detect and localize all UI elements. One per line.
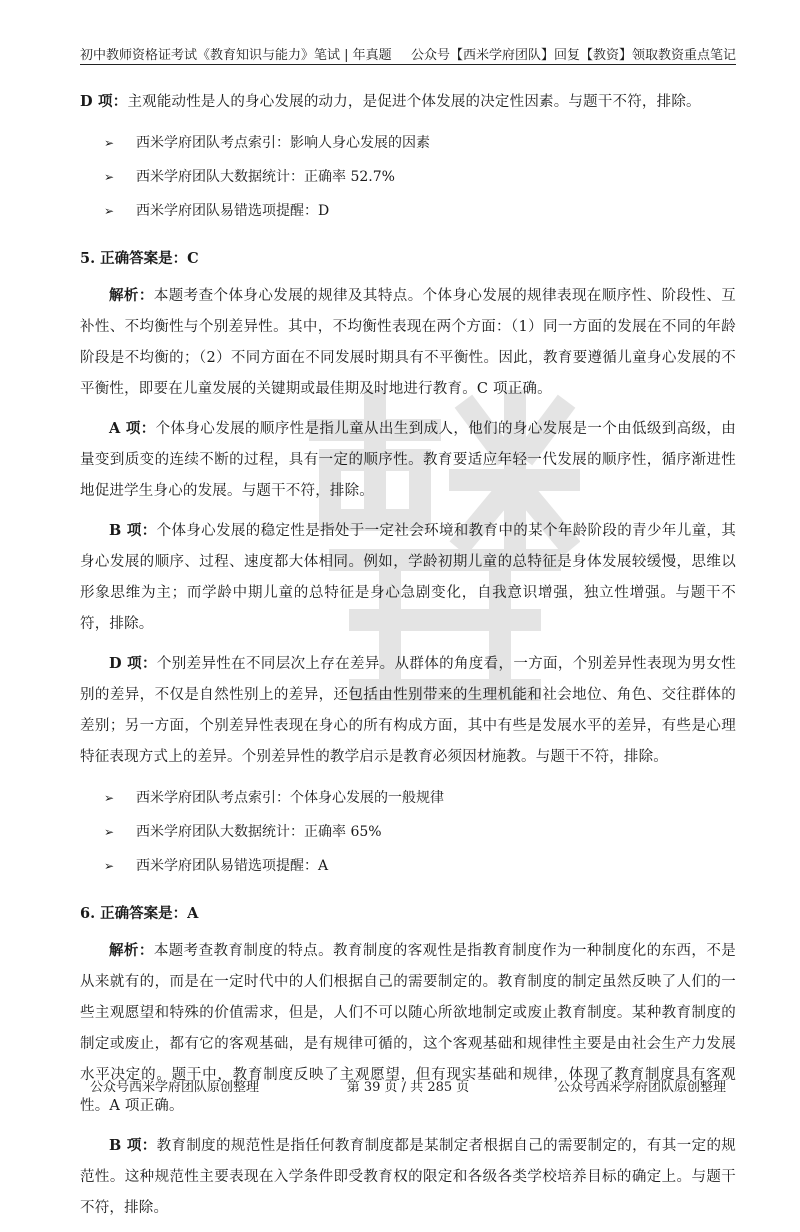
page-footer xyxy=(80,1076,736,1100)
q5-option-a xyxy=(80,413,736,507)
q6-option-b-label: B 项： xyxy=(109,1137,157,1154)
q5-option-a-text: 个体身心发展的顺序性是指儿童从出生到成人，他们的身心发展是一个由低级到高级，由量变到质变的连续不断的过程，具有一定的顺序性。教育要适应年轻一代发展的顺序性，循序渐进性地促进学生身心的发展。与题干不符，排除。 xyxy=(80,421,736,499)
header-right: 公众号【西米学府团队】回复【教资】领取教资重点笔记 xyxy=(410,48,736,63)
footer-right: 公众号西米学府团队原创整理 xyxy=(556,1080,726,1095)
list-item: ➢ 西米学府团队易错选项提醒：D xyxy=(80,194,736,228)
q6-answer: 6. 正确答案是：A xyxy=(80,905,199,922)
q5-option-b-text: 个体身心发展的稳定性是指处于一定社会环境和教育中的某个年龄阶段的青少年儿童，其身心发展的顺序、过程、速度都大体相同。例如，学龄初期儿童的总特征是身体发展较缓慢，思维以形象思维为主；而学龄中期儿童的总特征是身心急剧变化，自我意识增强，独立性增强。与题干不符，排除。 xyxy=(80,523,737,632)
list-item: ➢ 西米学府团队易错选项提醒：A xyxy=(80,849,736,883)
list-item: ➢ 西米学府团队大数据统计：正确率 52.7% xyxy=(80,160,736,194)
arrow-bullet-icon: ➢ xyxy=(104,170,115,184)
list-item: ➢ 西米学府团队大数据统计：正确率 65% xyxy=(80,815,736,849)
arrow-bullet-icon: ➢ xyxy=(104,791,115,805)
q4-option-d-text: 主观能动性是人的身心发展的动力，是促进个体发展的决定性因素。与题干不符，排除。 xyxy=(127,94,701,110)
header-left: 初中教师资格证考试《教育知识与能力》笔试 | 年真题 xyxy=(80,48,392,63)
arrow-bullet-icon: ➢ xyxy=(104,204,115,218)
q5-analysis-label: 解析： xyxy=(109,287,154,304)
q6-analysis-text: 本题考查教育制度的特点。教育制度的客观性是指教育制度作为一种制度化的东西，不是从来就有的，而是在一定时代中的人们根据自己的需要制定的。教育制度的制定虽然反映了人们的一些主观愿望和特殊的价值需求，但是，人们不可以随心所欲地制定或废止教育制度。某种教育制度的制定或废止，都有它的客观基础，是有规律可循的，这个客观基础和规律性主要是由社会生产力发展水平决定的。题干中，教育制度反映了主观愿望，但有现实基础和规律，体现了教育制度具有客观性。A 项正确。 xyxy=(80,943,737,1114)
list-item: ➢ 西米学府团队考点索引：个体身心发展的一般规律 xyxy=(80,781,736,815)
q5-analysis xyxy=(80,280,736,405)
q5-answer: 5. 正确答案是：C xyxy=(80,250,199,267)
q5-option-d-label: D 项： xyxy=(109,655,157,672)
q5-analysis-text: 本题考查个体身心发展的规律及其特点。个体身心发展的规律表现在顺序性、阶段性、互补性、不均衡性与个别差异性。其中，不均衡性表现在两个方面：（1）同一方面的发展在不同的年龄阶段是不均衡的；（2）不同方面在不同发展时期具有不平衡性。因此，教育要遵循儿童身心发展的不平衡性，即要在儿童发展的关键期或最佳期及时地进行教育。C 项正确。 xyxy=(80,288,737,397)
arrow-bullet-icon: ➢ xyxy=(104,136,115,150)
list-item: ➢ 西米学府团队考点索引：影响人身心发展的因素 xyxy=(80,126,736,160)
q5-option-b-label: B 项： xyxy=(109,522,157,539)
q4-option-d-label: D 项： xyxy=(80,93,128,110)
q5-option-d-text: 个别差异性在不同层次上存在差异。从群体的角度看，一方面，个别差异性表现为男女性别的差异，不仅是自然性别上的差异，还包括由性别带来的生理机能和社会地位、角色、交往群体的差别；另一方面，个别差异性表现在身心的所有构成方面，其中有些是发展水平的差异，有些是心理特征表现方式上的差异。个别差异性的教学启示是教育必须因材施教。与题干不符，排除。 xyxy=(80,656,736,765)
page-content xyxy=(80,86,736,1232)
footer-left: 公众号西米学府团队原创整理 xyxy=(90,1080,260,1095)
q5-option-b xyxy=(80,515,736,640)
q5-option-d xyxy=(80,648,736,773)
q5-notes xyxy=(80,781,736,883)
page-header xyxy=(80,38,736,65)
q4-notes xyxy=(80,126,736,228)
q4-option-d xyxy=(80,86,736,118)
arrow-bullet-icon: ➢ xyxy=(104,859,115,873)
q6-option-b-text: 教育制度的规范性是指任何教育制度都是某制定者根据自己的需要制定的，有其一定的规范性。这种规范性主要表现在入学条件即受教育权的限定和各级各类学校培养目标的确定上。与题干不符，排除。 xyxy=(80,1138,737,1216)
q6-option-b xyxy=(80,1130,736,1224)
page-number: 第 39 页 / 共 285 页 xyxy=(346,1080,470,1095)
q5-option-a-label: A 项： xyxy=(109,420,156,437)
q6-analysis-label: 解析： xyxy=(109,942,154,959)
arrow-bullet-icon: ➢ xyxy=(104,825,115,839)
